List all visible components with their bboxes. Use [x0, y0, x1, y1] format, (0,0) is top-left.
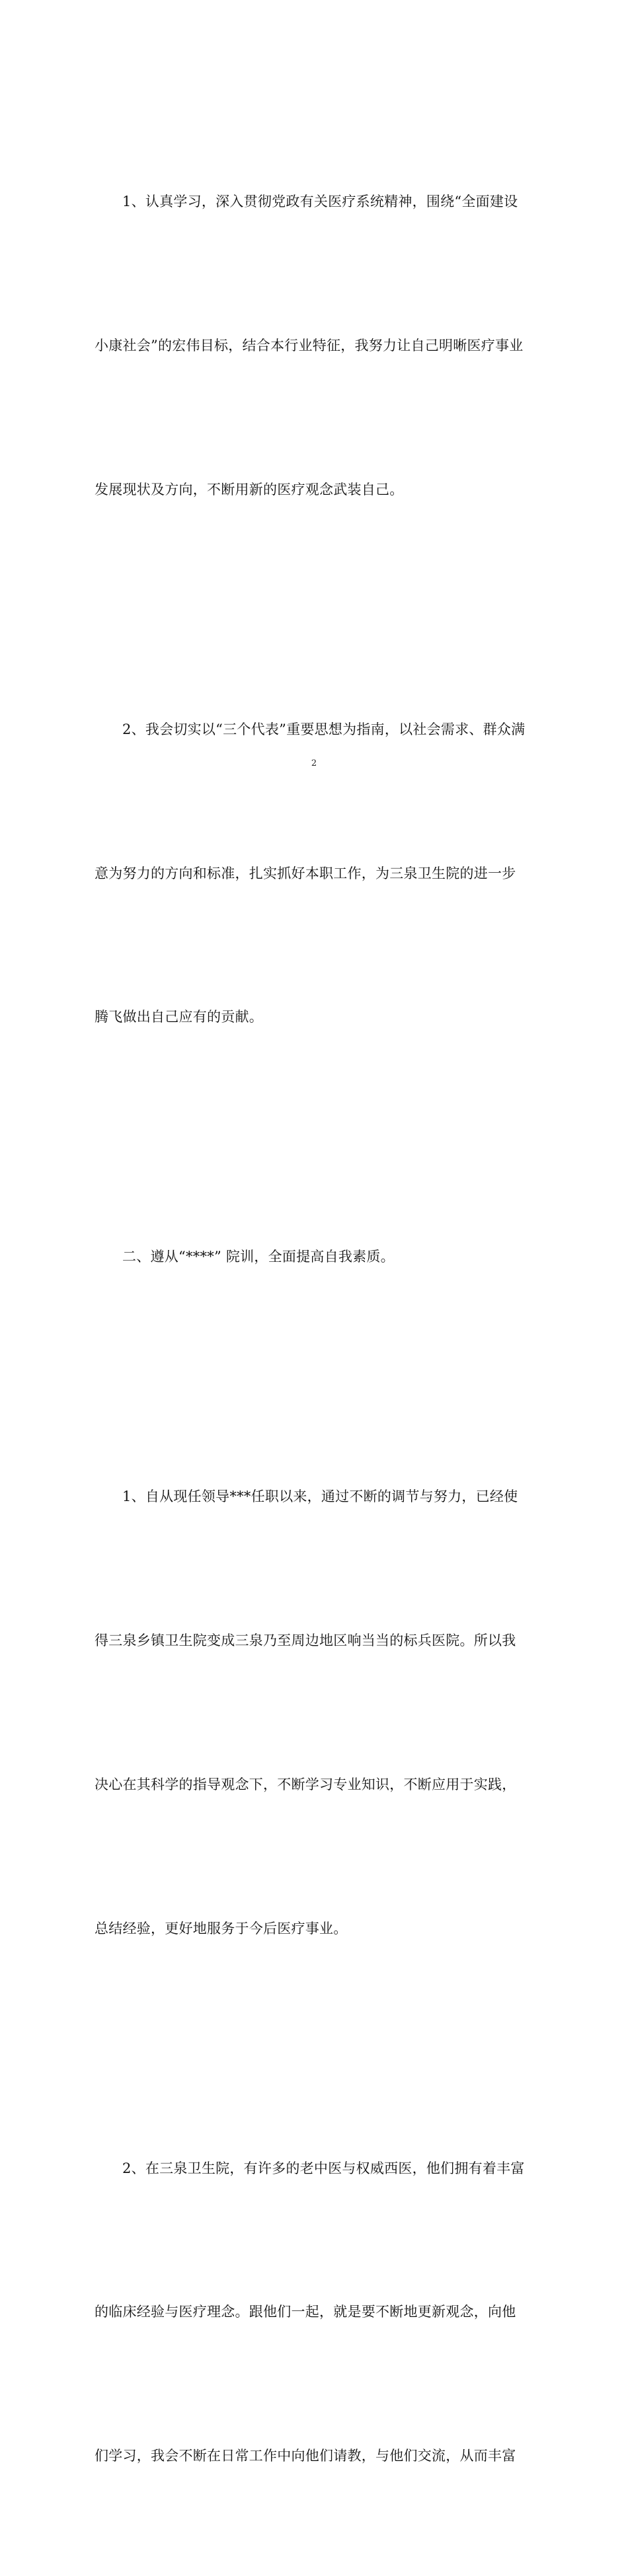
document-body — [95, 82, 534, 2576]
paragraph-1 — [95, 82, 534, 610]
text-line: 1、自从现任领导***任职以来，通过不断的调节与努力，已经使 — [122, 1489, 518, 1505]
text-line: 的临床经验与医疗理念。跟他们一起，就是要不断地更新观念，向他 — [95, 2304, 516, 2320]
text-line: 2、我会切实以“三个代表”重要思想为指南，以社会需求、群众满 — [122, 721, 526, 737]
paragraph-3 — [95, 1377, 534, 2048]
text-line: 决心在其科学的指导观念下，不断学习专业知识，不断应用于实践， — [95, 1776, 516, 1792]
page-number: 2 — [311, 758, 317, 768]
text-line: 二、遵从“****” 院训，全面提高自我素质。 — [122, 1249, 395, 1265]
text-line: 发展现状及方向，不断用新的医疗观念武装自己。 — [95, 481, 404, 497]
text-line: 意为努力的方向和标准，扎实抓好本职工作，为三泉卫生院的进一步 — [95, 865, 516, 881]
text-line: 2、在三泉卫生院，有许多的老中医与权威西医，他们拥有着丰富 — [122, 2160, 525, 2176]
text-line: 总结经验，更好地服务于今后医疗事业。 — [95, 1920, 348, 1936]
text-line: 得三泉乡镇卫生院变成三泉乃至周边地区响当当的标兵医院。所以我 — [95, 1633, 516, 1648]
text-line: 们学习，我会不断在日常工作中向他们请教，与他们交流，从而丰富 — [95, 2448, 516, 2464]
paragraph-4 — [95, 2048, 534, 2576]
section-heading — [95, 1137, 534, 1377]
text-line: 1、认真学习，深入贯彻党政有关医疗系统精神，围绕“全面建设 — [122, 194, 518, 210]
paragraph-2 — [95, 610, 534, 1138]
text-line: 小康社会”的宏伟目标，结合本行业特征，我努力让自己明晰医疗事业 — [95, 337, 524, 353]
text-line: 腾飞做出自己应有的贡献。 — [95, 1009, 263, 1025]
